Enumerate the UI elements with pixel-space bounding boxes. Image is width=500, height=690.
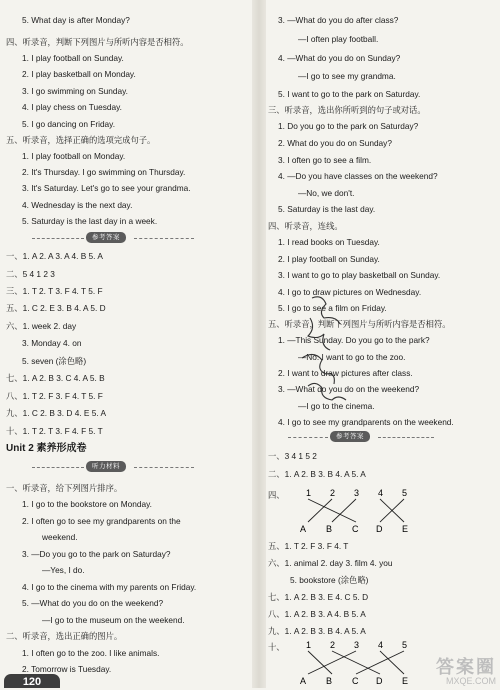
match-line xyxy=(380,651,404,674)
text-line: 4. I go to see my grandparents on the weekend. xyxy=(278,417,454,427)
text-line: 1. —This Sunday. Do you go to the park? xyxy=(278,335,430,345)
answer-line: 一、3 4 1 5 2 xyxy=(268,451,317,461)
text-line: 2. Tomorrow is Tuesday. xyxy=(22,664,112,674)
page-number: 120 xyxy=(4,674,60,688)
answer-line: 八、1. A 2. B 3. A 4. B 5. A xyxy=(268,609,366,619)
text-line: 3. —What do you do after class? xyxy=(278,15,399,25)
match-line xyxy=(308,499,332,522)
answer-line: 九、1. C 2. B 3. D 4. E 5. A xyxy=(6,408,107,418)
text-line: 5. Saturday is the last day in a week. xyxy=(22,216,158,226)
section-heading: 一、听录音，给下列图片排序。 xyxy=(6,483,123,493)
text-line: 1. I read books on Tuesday. xyxy=(278,237,380,247)
text-line: —I often play football. xyxy=(298,34,379,44)
answer-line: 3. Monday 4. on xyxy=(22,338,82,348)
match-bottom-label: A xyxy=(300,676,307,686)
answer-line: 一、1. A 2. A 3. A 4. B 5. A xyxy=(6,251,103,261)
text-line: 2. I often go to see my grandparents on the xyxy=(22,516,181,526)
text-line: 4. I go to draw pictures on Wednesday. xyxy=(278,287,422,297)
match-top-label: 3 xyxy=(354,488,360,498)
matching-diagram-10 xyxy=(290,638,420,686)
match-bottom-label: C xyxy=(352,676,359,686)
left-column xyxy=(0,0,250,688)
text-line: —I go to the cinema. xyxy=(298,401,375,411)
text-line: 2. I want to draw pictures after class. xyxy=(278,368,413,378)
text-line: weekend. xyxy=(42,532,78,542)
text-line: 5. —What do you do on the weekend? xyxy=(22,598,164,608)
tag-rule xyxy=(378,437,434,438)
section-heading: 二、听录音，选出正确的图片。 xyxy=(6,631,123,641)
match-line xyxy=(356,651,404,674)
match-bottom-label: D xyxy=(376,676,383,686)
match-top-label: 5 xyxy=(402,640,408,650)
match-bottom-label: B xyxy=(326,676,333,686)
answer-line: 七、1. A 2. B 3. C 4. A 5. B xyxy=(6,373,105,383)
match-bottom-label: D xyxy=(376,524,383,534)
text-line: 3. I go swimming on Sunday. xyxy=(22,86,128,96)
answers-tag: 参考答案 xyxy=(330,431,370,442)
match-top-label: 2 xyxy=(330,488,336,498)
text-line: 2. I play basketball on Monday. xyxy=(22,69,136,79)
match-top-label: 4 xyxy=(378,640,384,650)
answer-line: 六、1. animal 2. day 3. film 4. you xyxy=(268,558,393,568)
text-line: 2. It's Thursday. I go swimming on Thursday. xyxy=(22,167,186,177)
answer-line: 二、5 4 1 2 3 xyxy=(6,269,55,279)
tag-rule xyxy=(32,238,84,239)
page-gutter xyxy=(252,0,266,688)
text-line: 5. I go dancing on Friday. xyxy=(22,119,116,129)
answer-line: 七、1. A 2. B 3. E 4. C 5. D xyxy=(268,592,369,602)
text-line: 5. What day is after Monday? xyxy=(22,15,130,25)
match-top-label: 3 xyxy=(354,640,360,650)
listening-tag: 听力材料 xyxy=(86,461,126,472)
matching-diagram-4 xyxy=(290,486,420,534)
section-heading: 四、听录音，连线。 xyxy=(268,221,343,231)
answer-line: 5. seven (涂色略) xyxy=(22,356,87,366)
answer-line: 九、1. A 2. B 3. B 4. A 5. A xyxy=(268,626,366,636)
match-top-label: 5 xyxy=(402,488,408,498)
answer-line: 五、1. T 2. F 3. F 4. T xyxy=(268,541,349,551)
section-heading: 三、听录音，选出你所听到的句子或对话。 xyxy=(268,105,426,115)
unit-title: Unit 2 素养形成卷 xyxy=(6,443,87,454)
text-line: 2. What do you do on Sunday? xyxy=(278,138,392,148)
answer-line: 十、 xyxy=(268,642,285,652)
text-line: 3. I often go to see a film. xyxy=(278,155,372,165)
match-bottom-label: A xyxy=(300,524,307,534)
answer-line: 四、 xyxy=(268,490,285,500)
text-line: 4. I go to the cinema with my parents on Friday. xyxy=(22,582,197,592)
answer-line: 三、1. T 2. T 3. F 4. T 5. F xyxy=(6,286,103,296)
section-heading: 五、听录音，选择正确的选项完成句子。 xyxy=(6,135,156,145)
text-line: 1. Do you go to the park on Saturday? xyxy=(278,121,419,131)
text-line: —Yes, I do. xyxy=(42,565,85,575)
section-heading: 五、听录音，判断下列图片与所听内容是否相符。 xyxy=(268,319,451,329)
text-line: 3. —What do you do on the weekend? xyxy=(278,384,420,394)
watermark-url: MXQE.COM xyxy=(445,676,496,686)
text-line: —I go to see my grandma. xyxy=(298,71,396,81)
match-line xyxy=(332,651,380,674)
match-line xyxy=(308,651,356,674)
match-line xyxy=(308,651,332,674)
text-line: —No. I want to go to the zoo. xyxy=(298,352,406,362)
match-bottom-label: B xyxy=(326,524,333,534)
answer-line: 五、1. C 2. E 3. B 4. A 5. D xyxy=(6,303,106,313)
text-line: 1. I often go to the zoo. I like animals. xyxy=(22,648,160,658)
text-line: 1. I play football on Monday. xyxy=(22,151,126,161)
tag-rule xyxy=(134,467,194,468)
match-line xyxy=(308,499,356,522)
text-line: 4. —Do you have classes on the weekend? xyxy=(278,171,438,181)
text-line: —I go to the museum on the weekend. xyxy=(42,615,185,625)
match-bottom-label: C xyxy=(352,524,359,534)
match-top-label: 2 xyxy=(330,640,336,650)
match-line xyxy=(332,499,356,522)
text-line: 4. I play chess on Tuesday. xyxy=(22,102,122,112)
text-line: 5. Saturday is the last day. xyxy=(278,204,376,214)
text-line: 4. —What do you do on Sunday? xyxy=(278,53,401,63)
answer-line: 八、1. T 2. F 3. F 4. T 5. F xyxy=(6,391,103,401)
section-heading: 四、听录音，判断下列图片与所听内容是否相符。 xyxy=(6,37,189,47)
text-line: 3. —Do you go to the park on Saturday? xyxy=(22,549,171,559)
text-line: 3. It's Saturday. Let's go to see your grandma. xyxy=(22,183,191,193)
watermark-text: 答案圈 xyxy=(436,657,496,677)
answer-line: 5. bookstore (涂色略) xyxy=(290,575,369,585)
match-bottom-label: E xyxy=(402,676,409,686)
text-line: —No, we don't. xyxy=(298,188,355,198)
text-line: 1. I play football on Sunday. xyxy=(22,53,124,63)
answer-line: 六、1. week 2. day xyxy=(6,321,77,331)
text-line: 1. I go to the bookstore on Monday. xyxy=(22,499,152,509)
tag-rule xyxy=(288,437,328,438)
match-top-label: 1 xyxy=(306,488,312,498)
text-line: 5. I go to see a film on Friday. xyxy=(278,303,387,313)
text-line: 4. Wednesday is the next day. xyxy=(22,200,133,210)
watermark xyxy=(436,658,496,686)
match-top-label: 4 xyxy=(378,488,384,498)
answer-line: 十、1. T 2. T 3. F 4. F 5. T xyxy=(6,426,103,436)
tag-rule xyxy=(134,238,194,239)
answers-tag: 参考答案 xyxy=(86,232,126,243)
tag-rule xyxy=(32,467,84,468)
match-top-label: 1 xyxy=(306,640,312,650)
text-line: 3. I want to go to play basketball on Sunday. xyxy=(278,270,441,280)
right-column xyxy=(268,0,500,688)
text-line: 5. I want to go to the park on Saturday. xyxy=(278,89,421,99)
handwriting-scribble xyxy=(298,292,358,410)
answer-line: 二、1. A 2. B 3. B 4. A 5. A xyxy=(268,469,366,479)
text-line: 2. I play football on Sunday. xyxy=(278,254,380,264)
match-bottom-label: E xyxy=(402,524,409,534)
